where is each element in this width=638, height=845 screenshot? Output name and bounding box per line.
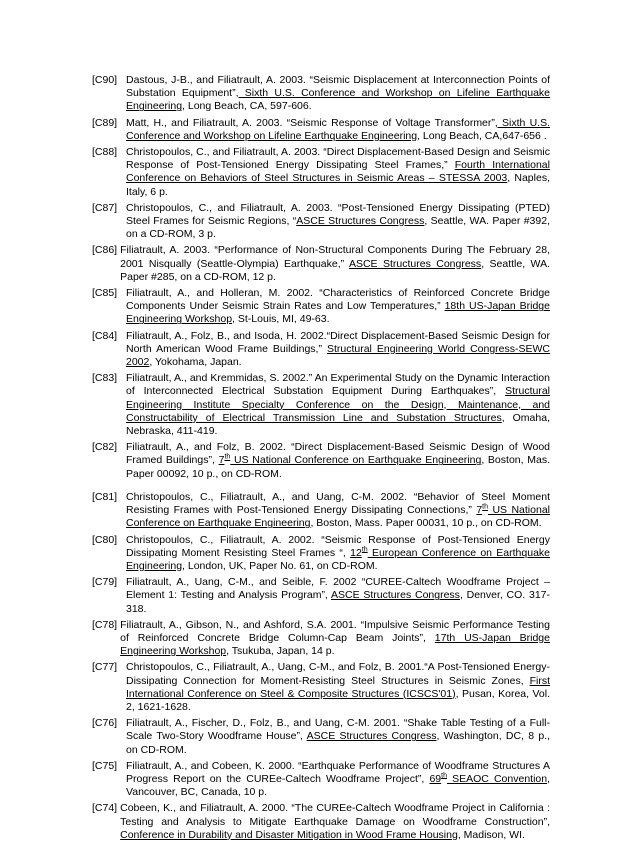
reference-segment: Cobeen, K., and Filiatrault, A. 2000. “The CUREe-Caltech Woodframe Project in California : Testing and Analysis to Mitigate Earthquake Damage on Woodframe Construction”, [120, 802, 550, 828]
reference-label: [C79] [92, 576, 118, 589]
reference-text [126, 661, 550, 714]
reference-segment: , Seattle, WA. Paper #285, on a CD-ROM, 12 p. [120, 257, 550, 283]
reference-text [126, 576, 550, 616]
reference-label: [C76] [92, 717, 118, 730]
reference-label: [C77] [92, 661, 118, 674]
reference-venue: ASCE Structures Congress [331, 589, 460, 602]
reference-text [126, 534, 550, 574]
reference-label: [C84] [92, 329, 118, 342]
reference-label: [C75] [92, 759, 118, 772]
reference-text [120, 244, 550, 284]
reference-entry [92, 491, 550, 531]
reference-entry [92, 202, 550, 242]
reference-venue: US National Conference on Earthquake Engineering [230, 454, 482, 467]
reference-segment: Filiatrault, A., Fischer, D., Folz, B., and Uang, C-M. 2001. “Shake Table Testing of a Full-Scale Two-Story Woodframe House”, [126, 717, 550, 743]
reference-entry [92, 619, 550, 659]
reference-segment: , Yokohama, Japan. [149, 356, 242, 369]
reference-venue: ASCE Structures Congress [296, 215, 425, 228]
reference-venue: th [224, 453, 231, 461]
reference-segment: , Seattle, WA. Paper #392, on a CD-ROM, 3 p. [126, 215, 550, 241]
reference-segment: Filiatrault, A., and Kremmidas, S. 2002.” An Experimental Study on the Dynamic Interaction of Interconnected Electrical Substation Equipment During Earthquakes”, [126, 372, 550, 398]
reference-segment: Filiatrault, A., and Cobeen, K. 2000. “Earthquake Performance of Woodframe Structures A Progress Report on the CUREe-Caltech Woodframe Project”, [126, 759, 550, 785]
reference-segment: , Omaha, Nebraska, 411-419. [126, 411, 550, 438]
reference-text [126, 441, 550, 481]
reference-segment: Filiatrault, A., Gibson, N., and Ashford, S.A. 2001. “Impulsive Seismic Performance Testing of Reinforced Concrete Bridge Column-Cap Beam Joints”, [120, 618, 550, 644]
reference-segment: Matt, H., and Filiatrault, A. 2003. “Seismic Response of Voltage Transformer” [126, 116, 495, 129]
reference-segment: Christopoulos, C., Filiatrault, A., and Uang, C-M. 2002. “Behavior of Steel Moment Resisting Frames with Post-Tensioned Energy Dissipating Connections,” [126, 490, 550, 517]
reference-segment: , Denver, CO. 317-318. [126, 589, 550, 615]
reference-venue: 7 [218, 454, 225, 467]
reference-entry [92, 534, 550, 574]
reference-entry [92, 372, 550, 438]
reference-text [126, 491, 550, 531]
reference-segment: Filiatrault, A. 2003. “Performance of Non-Structural Components During The February 28, 2001 Nisqually (Seattle-Olympia) Earthquake,” [120, 244, 550, 270]
reference-segment: , Boston, Mass. Paper 00031, 10 p., on CD-ROM. [310, 517, 542, 530]
reference-segment: , London, UK, Paper No. 61, on CD-ROM. [182, 559, 378, 572]
reference-entry [92, 146, 550, 199]
reference-label: [C74] [92, 802, 118, 815]
reference-venue: First International Conference on Steel & Composite Structures (ICSCS'01) [126, 674, 550, 700]
reference-entry [92, 287, 550, 327]
reference-venue: ASCE Structures Congress [306, 730, 437, 743]
reference-segment: , Naples, Italy, 6 p. [126, 172, 550, 198]
reference-entry [92, 717, 550, 757]
reference-venue: th [441, 772, 447, 780]
reference-text [126, 760, 550, 800]
reference-segment: , Boston, Mas. Paper 00092, 10 p., on CD-ROM. [126, 454, 550, 480]
reference-venue: 69 [429, 772, 442, 785]
reference-entry [92, 802, 550, 842]
reference-label: [C85] [92, 287, 118, 300]
reference-label: [C90] [92, 74, 118, 86]
reference-entry [92, 441, 550, 481]
reference-venue: Structural Engineering Institute Specialty Conference on the Design, Maintenance, and Constructability of Electrical Transmission Line and Substation Structures [126, 385, 550, 424]
reference-venue: SEAOC Convention [446, 772, 548, 785]
reference-text [120, 802, 550, 842]
reference-segment: , Long Beach, CA,647-656 . [417, 129, 547, 142]
reference-entry [92, 74, 550, 114]
reference-text [126, 117, 550, 143]
reference-segment: , Pusan, Korea, Vol. 2, 1621-1628. [126, 687, 550, 713]
reference-label: [C89] [92, 116, 118, 129]
reference-label: [C82] [92, 441, 118, 454]
reference-text [126, 717, 550, 757]
reference-venue: 17th US-Japan Bridge Engineering Workshop [120, 631, 550, 658]
reference-venue: ASCE Structures Congress [348, 257, 482, 270]
reference-segment: Christopoulos, C., and Filiatrault, A. 2003. “Direct Displacement-Based Design and Seismic Response of Post-Tensioned Energy Dissipating Steel Frames,” [126, 146, 550, 172]
reference-venue: Conference in Durability and Disaster Mitigation in Wood Frame Housing [120, 828, 458, 841]
reference-label: [C83] [92, 372, 118, 385]
reference-segment: , Long Beach, CA, 597-606. [182, 100, 312, 113]
reference-venue: th [361, 546, 368, 554]
reference-entry [92, 330, 550, 370]
reference-text [126, 372, 550, 438]
reference-entry [92, 117, 550, 143]
reference-text [126, 330, 550, 370]
reference-venue: Sixth U.S. Conference and Workshop on Lifeline Earthquake Engineering [126, 87, 551, 113]
reference-venue: US National Conference on Earthquake Engineering [126, 504, 550, 530]
reference-segment: Filiatrault, A., Folz, B., and Isoda, H. 2002.“Direct Displacement-Based Seismic Design for North American Wood Frame Buildings,” [126, 329, 550, 355]
reference-label: [C80] [92, 533, 118, 546]
reference-label: [C81] [92, 490, 118, 503]
reference-text [126, 202, 550, 242]
reference-segment: Filiatrault, A., and Holleran, M. 2002. “Characteristics of Reinforced Concrete Bridge Components Under Seismic Strain Rates and Low Temperatures,” [126, 287, 550, 313]
reference-venue: th [482, 503, 488, 511]
reference-venue: 12 [350, 546, 362, 559]
reference-segment: , Tsukuba, Japan, 14 p. [226, 645, 335, 658]
reference-list [92, 74, 550, 845]
reference-segment: Christopoulos, C., Filiatrault, A., Uang, C-M., and Folz, B. 2001.“A Post-Tensioned Energy-Dissipating Connection for Moment-Resisting Steel Structures in Seismic Zones, [126, 661, 550, 687]
reference-venue: 18th US-Japan Bridge Engineering Workshop [126, 300, 550, 326]
reference-text [120, 619, 550, 659]
reference-venue: , Sixth U.S. Conference and Workshop on Lifeline Earthquake Engineering [126, 116, 551, 142]
reference-text [126, 74, 550, 114]
reference-venue: Fourth International Conference on Behaviors of Steel Structures in Seismic Areas – STESSA 2003 [126, 159, 550, 185]
reference-segment: , Madison, WI. [457, 828, 525, 841]
reference-label: [C87] [92, 201, 118, 214]
reference-segment: Christopoulos, C., Filiatrault, A. 2002. “Seismic Response of Post-Tensioned Energy Dissipating Moment Resisting Steel Frames “, [126, 533, 550, 559]
reference-segment: , St-Louis, MI, 49-63. [232, 313, 330, 326]
reference-text [126, 287, 550, 327]
reference-entry [92, 760, 550, 800]
reference-label: [C88] [92, 146, 118, 159]
reference-segment: Filiatrault, A., Uang, C-M., and Seible, F. 2002 “CUREE-Caltech Woodframe Project – Element 1: Testing and Analysis Program”, [126, 576, 550, 602]
reference-entry [92, 661, 550, 714]
reference-segment: Christopoulos, C., and Filiatrault, A. 2003. “Post-Tensioned Energy Dissipating (PTED) Steel Frames for Seismic Regions, “ [126, 201, 550, 228]
reference-venue: Structural Engineering World Congress-SEWC 2002 [126, 342, 551, 369]
reference-segment: , Vancouver, BC, Canada, 10 p. [126, 772, 551, 799]
reference-segment: Dastous, J-B., and Filiatrault, A. 2003. “Seismic Displacement at Interconnection Points of Substation Equipment”, [126, 74, 550, 100]
reference-entry [92, 244, 550, 284]
reference-segment: Filiatrault, A., and Folz, B. 2002. “Direct Displacement-Based Seismic Design of Wood Framed Buildings”, [126, 441, 550, 467]
reference-label: [C78] [92, 618, 118, 631]
reference-segment: , Washington, DC, 8 p., on CD-ROM. [126, 730, 550, 756]
reference-label: [C86] [92, 244, 118, 257]
reference-venue: European Conference on Earthquake Engineering [126, 546, 551, 572]
reference-text [126, 146, 550, 199]
reference-entry [92, 576, 550, 616]
reference-venue: 7 [476, 504, 483, 517]
